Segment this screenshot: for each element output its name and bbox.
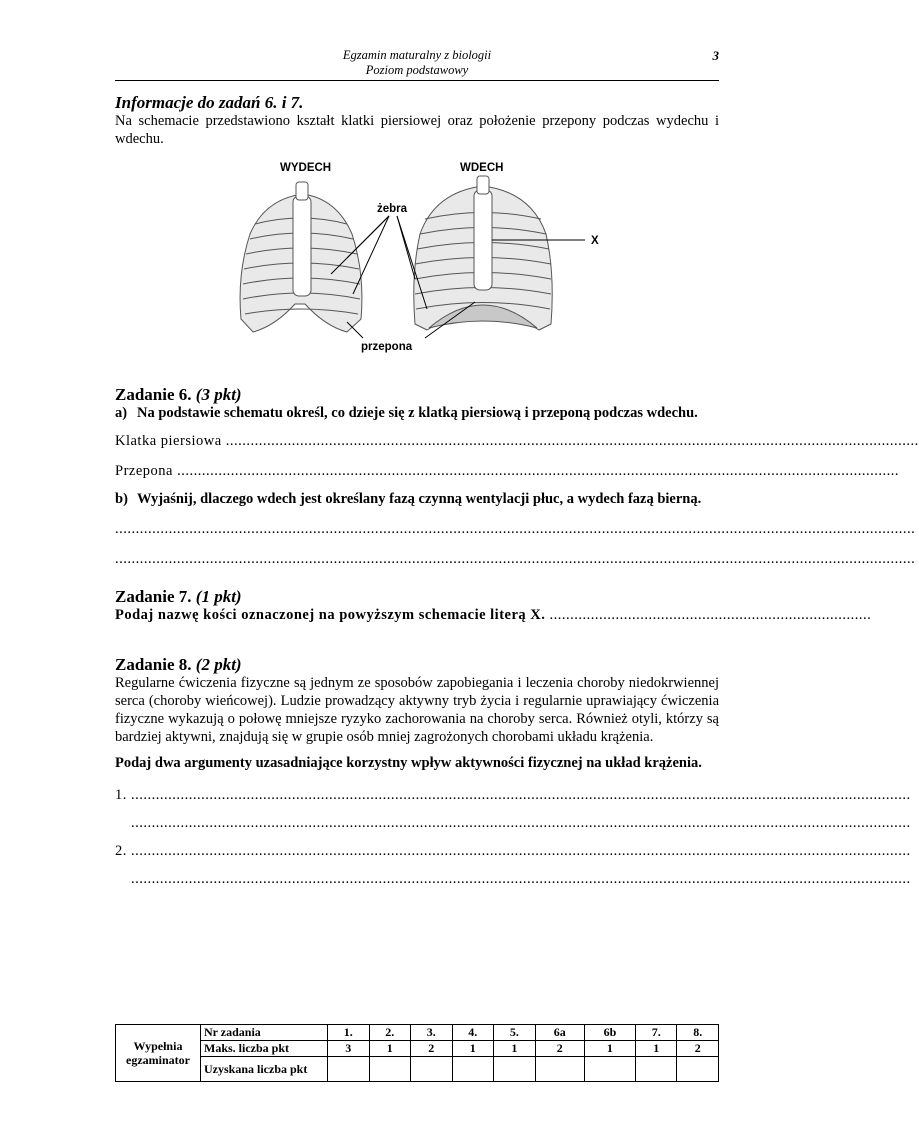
grading-score-input[interactable] bbox=[369, 1057, 411, 1082]
grading-side-label: Wypełnia egzaminator bbox=[116, 1025, 201, 1082]
grading-score-input[interactable] bbox=[584, 1057, 635, 1082]
page-header bbox=[115, 48, 719, 78]
grading-max-cell: 1 bbox=[369, 1041, 411, 1057]
header-subject: Egzamin maturalny z biologii bbox=[342, 48, 492, 62]
grading-max-cell: 3 bbox=[328, 1041, 370, 1057]
task6a-text: Na podstawie schematu określ, co dzieje się z klatką piersiową i przeponą podczas wdechu. bbox=[137, 405, 698, 421]
grading-score-input[interactable] bbox=[677, 1057, 719, 1082]
grading-task-cell: 7. bbox=[635, 1025, 677, 1041]
grading-task-cell: 4. bbox=[452, 1025, 494, 1041]
task6a-question bbox=[115, 404, 719, 422]
grading-max-cell: 2 bbox=[535, 1041, 584, 1057]
info-title: Informacje do zadań 6. i 7. bbox=[115, 93, 304, 112]
grading-row-max bbox=[116, 1041, 719, 1057]
page-number: 3 bbox=[712, 48, 719, 63]
answer-line-chest-label: Klatka piersiowa bbox=[115, 433, 222, 449]
grading-score-input[interactable] bbox=[635, 1057, 677, 1082]
answer-line-diaphragm[interactable]: Przepona ............................................................................................................................................................................... bbox=[115, 463, 899, 479]
header-divider bbox=[115, 80, 719, 81]
grading-task-cell: 2. bbox=[369, 1025, 411, 1041]
label-x: X bbox=[591, 235, 599, 247]
task8-points: (2 pkt) bbox=[195, 655, 242, 674]
grading-score-input[interactable] bbox=[494, 1057, 536, 1082]
ribcage-inhale-drawing bbox=[414, 176, 552, 330]
task8-question: Podaj dwa argumenty uzasadniające korzystny wpływ aktywności fizycznej na układ krążenia. bbox=[115, 755, 702, 771]
grading-task-cell: 8. bbox=[677, 1025, 719, 1041]
grading-max-cell: 2 bbox=[411, 1041, 453, 1057]
grading-score-input[interactable] bbox=[411, 1057, 453, 1082]
label-exhale: WYDECH bbox=[280, 162, 332, 174]
grading-max-cell: 1 bbox=[584, 1041, 635, 1057]
answer-line-8-1a[interactable]: 1. ............................................................................................................................................................................................. bbox=[115, 787, 911, 803]
grading-table bbox=[115, 1024, 719, 1082]
task8-item1: 1. bbox=[115, 787, 127, 803]
answer-line-6b-1[interactable]: .................................................................................................................................................................................................. bbox=[115, 521, 916, 537]
header-level: Poziom podstawowy bbox=[365, 63, 469, 77]
grading-task-cell: 6a bbox=[535, 1025, 584, 1041]
answer-line-diaphragm-label: Przepona bbox=[115, 463, 173, 479]
ribcage-exhale-drawing bbox=[240, 182, 362, 332]
task7-points: (1 pkt) bbox=[195, 587, 242, 606]
label-ribs: żebra bbox=[377, 203, 408, 215]
grading-row2-label: Maks. liczba pkt bbox=[201, 1041, 328, 1057]
label-diaphragm: przepona bbox=[361, 341, 413, 353]
grading-score-input[interactable] bbox=[328, 1057, 370, 1082]
task6b-question bbox=[115, 490, 719, 508]
grading-max-cell: 2 bbox=[677, 1041, 719, 1057]
answer-line-chest[interactable]: Klatka piersiowa ........................................................................................................................................................................ bbox=[115, 433, 919, 449]
task6a-label: a) bbox=[115, 405, 128, 421]
task6-title bbox=[115, 386, 719, 404]
task6-points: (3 pkt) bbox=[195, 385, 242, 404]
grading-task-cell: 6b bbox=[584, 1025, 635, 1041]
task8-item2: 2. bbox=[115, 843, 127, 859]
page-content bbox=[115, 93, 919, 888]
grading-max-cell: 1 bbox=[635, 1041, 677, 1057]
grading-row1-label: Nr zadania bbox=[201, 1025, 328, 1041]
grading-row3-label: Uzyskana liczba pkt bbox=[201, 1057, 328, 1082]
task8-title bbox=[115, 656, 719, 674]
task8-text: Regularne ćwiczenia fizyczne są jednym ze sposobów zapobiegania i leczenia choroby niedokrwiennej serca (choroby wieńcowej). Ludzie prowadzący aktywny tryb życia i regularnie uprawiający ćwiczenia fizyczne wykazują o połowę mniejsze ryzyko zachorowania na choroby serca. Również otyli, którzy są bardziej aktywni, znajdują się w grupie osób mniej zagrożonych chorobami układu krążenia. bbox=[115, 675, 719, 745]
task6b-label: b) bbox=[115, 491, 128, 507]
answer-line-8-1b[interactable]: ............................................................................................................................................................................................. bbox=[131, 815, 911, 831]
task7-text: Podaj nazwę kości oznaczonej na powyższym schemacie literą X. bbox=[115, 607, 546, 623]
ribcage-figure bbox=[115, 154, 719, 354]
task8-title-text: Zadanie 8. bbox=[115, 655, 192, 674]
grading-task-cell: 3. bbox=[411, 1025, 453, 1041]
grading-task-cell: 5. bbox=[494, 1025, 536, 1041]
answer-line-8-2a[interactable]: 2. ............................................................................................................................................................................................. bbox=[115, 843, 911, 859]
grading-row-tasks bbox=[116, 1025, 719, 1041]
ribcage-diagram bbox=[115, 154, 719, 354]
grading-max-cell: 1 bbox=[452, 1041, 494, 1057]
info-text: Na schemacie przedstawiono kształt klatki piersiowej oraz położenie przepony podczas wydechu i wdechu. bbox=[115, 113, 719, 147]
answer-line-8-2b[interactable]: ............................................................................................................................................................................................. bbox=[131, 871, 911, 887]
task7-title bbox=[115, 588, 719, 606]
grading-score-input[interactable] bbox=[452, 1057, 494, 1082]
grading-score-input[interactable] bbox=[535, 1057, 584, 1082]
grading-row-obtained bbox=[116, 1057, 719, 1082]
task7-title-text: Zadanie 7. bbox=[115, 587, 192, 606]
grading-task-cell: 1. bbox=[328, 1025, 370, 1041]
answer-line-6b-2[interactable]: .................................................................................................................................................................................................. bbox=[115, 551, 916, 567]
label-inhale: WDECH bbox=[460, 162, 504, 174]
task6-title-text: Zadanie 6. bbox=[115, 385, 192, 404]
task7-question[interactable]: Podaj nazwę kości oznaczonej na powyższym schemacie literą X. .............................................................................. bbox=[115, 607, 872, 623]
task6b-text: Wyjaśnij, dlaczego wdech jest określany fazą czynną wentylacji płuc, a wydech fazą bierną. bbox=[137, 491, 702, 507]
grading-max-cell: 1 bbox=[494, 1041, 536, 1057]
